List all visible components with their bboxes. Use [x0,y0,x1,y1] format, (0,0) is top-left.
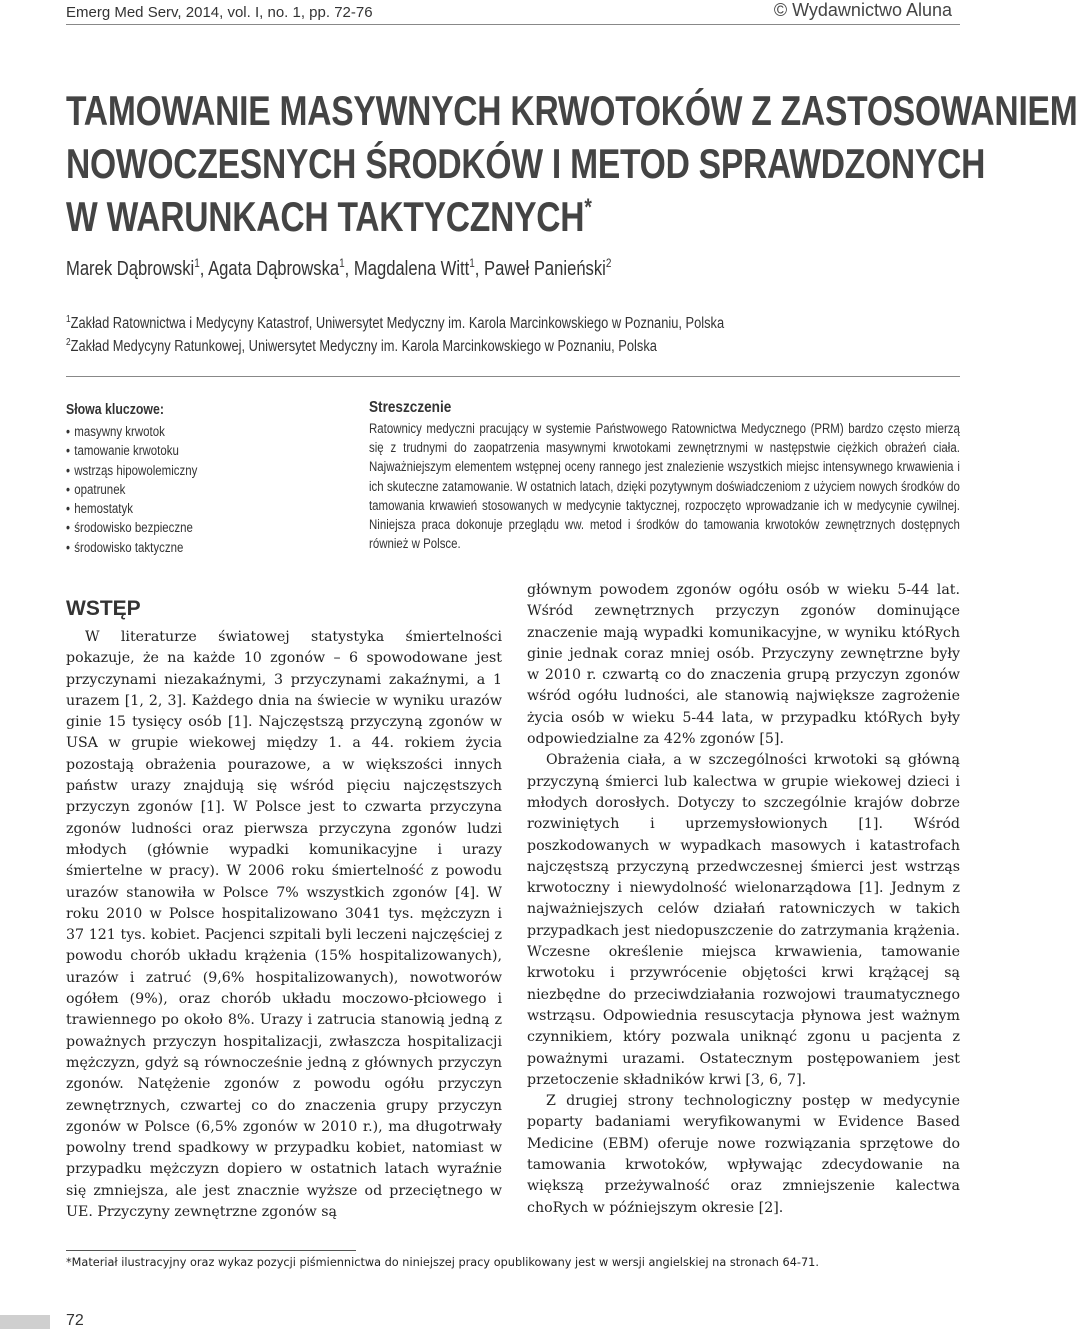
body-column-left [66,595,502,1223]
journal-citation: Emerg Med Serv, 2014, vol. I, no. 1, pp. 72-76 [66,4,373,21]
author-affiliation-sup: 2 [605,256,612,270]
author [484,258,611,280]
section-rule [66,376,960,377]
affiliation-list [66,312,979,358]
abstract-text: Ratownicy medyczni pracujący w systemie Państwowego Ratownictwa Medycznego (PRM) bardzo często mierzą się z trudnymi do zaopatrzenia masywnymi krwotokami zewnętrznymi w następstwie ciężkich obrażeń ciała. Najważniejszym elementem wstępnej oceny rannego jest znalezienie wszystkich miejsc intensywnego krwawienia i ich skuteczne zatamowanie. W ostatnich latach, dzięki pozytywnym doświadczeniom z użyciem nowych środków do tamowania krwawień stosowanych w medycynie taktycznej, rozpoczęto wprowadzanie ich w medycynie cywilnej. Niniejsza praca dokonuje przeglądu ww. metod i środków do tamowania krwotoków zewnętrznych dostępnych również w Polsce. [369,421,960,552]
keywords-list [66,422,372,557]
affiliation [66,335,979,358]
author-name: Marek Dąbrowski [66,258,195,280]
body-column-right [527,580,960,1219]
keywords-box [66,400,372,557]
keyword-item: • hemostatyk [66,499,372,518]
keyword-item: • tamowanie krwotoku [66,441,372,460]
publisher-name: © Wydawnictwo Aluna [773,0,952,20]
footnote-rule [66,1250,356,1251]
section-heading-intro: WSTĘP [66,597,141,620]
keyword-item: • masywny krwotok [66,422,372,441]
title-line-3 [66,190,866,243]
author-separator: , [199,258,209,280]
affiliation-sup: 1 [66,314,71,325]
author [208,258,354,280]
affiliation-text: Zakład Ratownictwa i Medycyny Katastrof, Uniwersytet Medyczny im. Karola Marcinkowskiego w Poznaniu, Polska [70,315,725,332]
author-name: Agata Dąbrowska [208,258,340,280]
author-name: Magdalena Witt [353,258,470,280]
title-line-1: TAMOWANIE MASYWNYCH KRWOTOKÓW Z ZASTOSOWANIEM [66,87,1077,134]
body-paragraph: W literaturze światowej statystyka śmiertelności pokazuje, że na każde 10 zgonów – 6 spowodowane jest przyczynami niezakaźnymi, 3 przyczynami zakaźnymi, a 1 urazem [1, 2, 3]. Każdego dnia na świecie w wyniku urazów ginie 15 tysięcy osób [1]. Najczęstszą przyczyną zgonów w USA w grupie wiekowej między 1. a 44. rokiem życia pozostają obrażenia pourazowe, a w większości innych państw urazy znajdują się wśród pięciu najczęstszych przyczyn zgonów [1]. W Polsce jest to czwarta przyczyna zgonów ludności oraz pierwsza przyczyna zgonów ludzi młodych (głównie wypadki komunikacyjne i urazy śmiertelne w pracy). W 2006 roku śmiertelność z powodu urazów stanowiła w Polsce 7% wszystkich zgonów [4]. W roku 2010 w Polsce hospitalizowano 3041 tys. mężczyzn i 37 121 tys. kobiet. Pacjenci szpitali byli leczeni najczęściej z powodu chorób układu krążenia (15% hospitalizowanych), urazów i zatruć (9,6% hospitalizowanych), nowotworów ogółem (9%), oraz chorób układu moczowo-płciowego i trawiennego po około 8%. Urazy i zatrucia stanowią jedną z poważnych przyczyn hospitalizacji, zwłaszcza hospitalizacji mężczyzn, gdyż są równocześnie jedną z głównych przyczyn zgonów. Natężenie zgonów z powodu ogółu przyczyn zewnętrznych, czwartej co do znaczenia grupy przyczyn zgonów w Polsce (6,5% zgonów w 2010 r.), ma długotrwały powolny trend spadkowy w przypadku kobiet, natomiast w przypadku mężczyzn dopiero w ostatnich latach wyraźnie się zmniejsza, ale jest znacznie wyższe od przeciętnego w UE. Przyczyny zewnętrzne zgonów są [66,629,502,1221]
page-number: 72 [66,1312,84,1329]
author-name: Paweł Panieński [484,258,606,280]
author-separator: , [474,258,485,280]
page-number-bar [0,1315,50,1329]
affiliation [66,312,979,335]
abstract-title: Streszczenie [369,399,452,416]
title-line-3-text: W WARUNKACH TAKTYCZNYCH [66,193,585,240]
footnote-text: *Materiał ilustracyjny oraz wykaz pozycji piśmiennictwa do niniejszej pracy opublikowany jest w wersji angielskiej na stronach 64-71. [66,1256,819,1269]
keyword-item: • opatrunek [66,480,372,499]
affiliation-text: Zakład Medycyny Ratunkowej, Uniwersytet Medyczny im. Karola Marcinkowskiego w Poznaniu, Polska [70,338,657,355]
header-rule [66,24,960,25]
body-paragraph: głównym powodem zgonów ogółu osób w wieku 5-44 lat. Wśród zewnętrznych przyczyn zgonów dominujące znaczenie mają wypadki komunikacyjne, w wyniku któRych ginie jednak coraz mniej osób. Przyczyny zewnętrzne były w 2010 r. czwartą co do znaczenia grupą przyczyn zgonów wśród ogółu ludności, ale stanowią największe zagrożenie życia osób w wieku 5-44 lata, w przypadku któRych były odpowiedzialne za 42% zgonów [5]. [527,582,960,748]
affiliation-sup: 2 [66,337,71,348]
author [354,258,484,280]
body-paragraph: Obrażenia ciała, a w szczególności krwotoki są główną przyczyną śmierci lub kalectwa w grupie wiekowej dzieci i młodych dorosłych. Dotyczy to szczególnie krajów dobrze rozwiniętych i uprzemysłowionych [1]. Wśród poszkodowanych w wypadkach masowych i katastrofach najczęstszą przyczyną przedwczesnej śmierci jest wstrząs krwotoczny i niewydolność wielonarządowa [1]. Jednym z najważniejszych celów działań ratowniczych w takich przypadkach jest niedopuszczenie do zatrzymania krążenia. Wczesne określenie miejsca krwawienia, tamowanie krwotoku i przywrócenie objętości krwi krążącej są niezbędne do przeciwdziałania rozwojowi traumatycznego wstrząsu. Odpowiednia resuscytacja płynowa jest ważnym czynnikiem, który pozwala uniknąć zgonu u pacjenta z poważnymi urazami. Ostatecznym postępowaniem jest przetoczenie składników krwi [3, 6, 7]. [527,752,960,1088]
author-separator: , [344,258,354,280]
abstract-box [369,398,960,553]
title-line-2: NOWOCZESNYCH ŚRODKÓW I METOD SPRAWDZONYCH [66,140,986,187]
body-paragraph: Z drugiej strony technologiczny postęp w medycynie poparty badaniami weryfikowanymi w Evidence Based Medicine (EBM) oferuje nowe rozwiązania sprzętowe do tamowania krwotoków, wpływając zdecydowanie na większą przeżywalność oraz zmniejszenie kalectwa choRych w późniejszym okresie [2]. [527,1093,960,1216]
keyword-item: • wstrząs hipowolemiczny [66,461,372,480]
keyword-item: • środowisko taktyczne [66,538,372,557]
author-affiliation-sup: 1 [339,256,345,270]
title-footnote-marker: * [584,194,592,221]
author-list [66,258,979,281]
author-affiliation-sup: 1 [469,256,475,270]
author [66,258,208,280]
keywords-title: Słowa kluczowe: [66,402,164,418]
author-affiliation-sup: 1 [194,256,200,270]
keyword-item: • środowisko bezpieczne [66,518,372,537]
article-title [66,84,1077,243]
